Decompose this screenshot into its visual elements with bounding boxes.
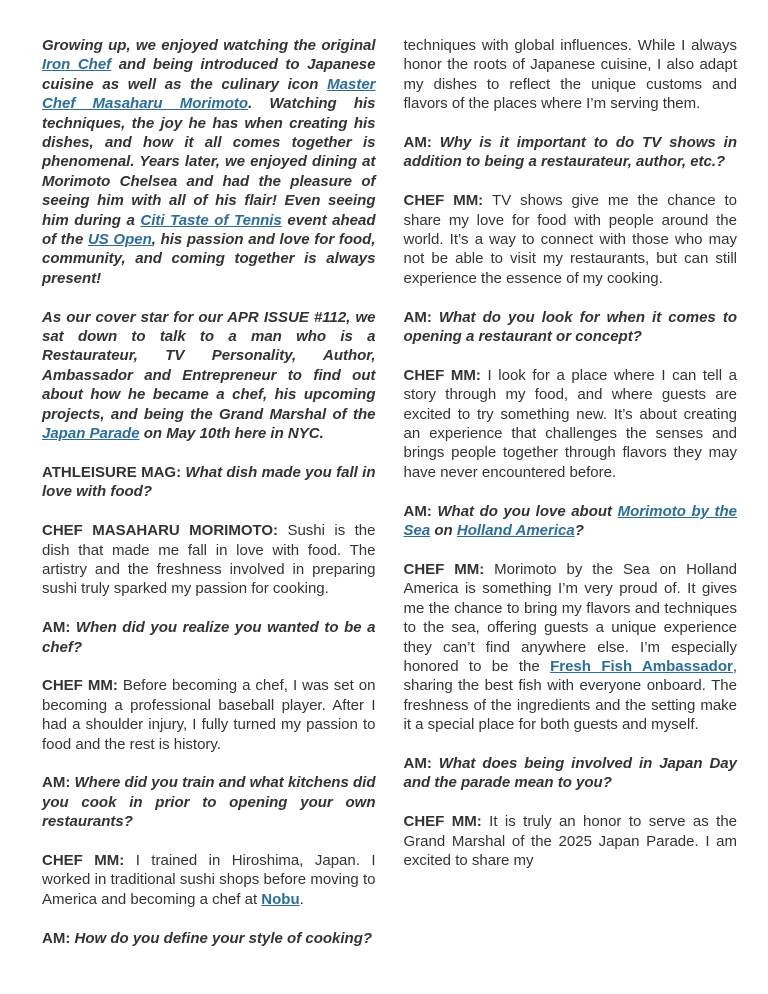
text-run: on xyxy=(430,522,457,540)
text-run: What do you love about xyxy=(437,502,618,520)
text-run: Why is it important to do TV shows in addition to being a restaurateur, author, etc.? xyxy=(403,134,737,171)
text-run: CHEF MM: xyxy=(42,851,136,869)
text-run: When did you realize you wanted to be a chef? xyxy=(42,619,376,656)
text-run: I trained in Hiroshima, Japan. I worked in traditional sushi shops before moving to America and becoming a chef at xyxy=(42,851,376,908)
column-left xyxy=(42,36,376,984)
text-run: AM: xyxy=(42,619,76,637)
text-run: CHEF MASAHARU MORIMOTO: xyxy=(42,522,288,540)
text-run: AM: xyxy=(42,929,75,947)
paragraph xyxy=(42,463,376,502)
paragraph xyxy=(404,191,738,288)
text-run: . Watching his techniques, the joy he has when creating his dishes, and how it all comes together is phenomenal. Years later, we enjoyed dining at Morimoto Chelsea and had the pleasure of seeing him with all of his flair! Even seeing him during a xyxy=(42,95,376,229)
paragraph xyxy=(404,36,738,114)
link[interactable]: Citi Taste of Tennis xyxy=(140,211,282,229)
text-run: . xyxy=(299,890,304,908)
text-run: How do you define your style of cooking? xyxy=(74,929,373,947)
text-run: AM: xyxy=(403,754,439,772)
link[interactable]: Holland America xyxy=(456,522,575,540)
paragraph xyxy=(42,618,376,657)
text-run: CHEF MM: xyxy=(403,192,493,210)
text-run: What does being involved in Japan Day and the parade mean to you? xyxy=(403,754,737,792)
text-run: CHEF MM: xyxy=(403,813,490,831)
link[interactable]: Iron Chef xyxy=(42,56,112,74)
paragraph xyxy=(42,308,376,444)
link[interactable]: Fresh Fish Ambassador xyxy=(550,657,733,675)
text-run: What do you look for when it comes to opening a restaurant or concept? xyxy=(403,308,737,346)
paragraph xyxy=(404,308,738,347)
paragraph xyxy=(42,36,376,288)
paragraph xyxy=(42,929,376,948)
text-run: techniques with global influences. While I always honor the roots of Japanese cuisine, I also adapt my dishes to reflect the unique customs and flavors of the places where I’m serving them. xyxy=(403,37,737,113)
paragraph xyxy=(404,560,738,735)
text-run: Morimoto by the Sea on Holland America is something I’m very proud of. It gives me the chance to bring my flavors and techniques to the sea, offering guests a unique experience they can’t find anywhere else. I’m especially honored to be the xyxy=(403,560,737,675)
text-run: CHEF MM: xyxy=(403,366,488,384)
link[interactable]: Morimoto by the Sea xyxy=(403,502,737,540)
text-run: CHEF MM: xyxy=(42,677,123,695)
link[interactable]: Nobu xyxy=(261,890,300,908)
paragraph xyxy=(42,521,376,599)
text-run: event ahead of the xyxy=(42,211,376,249)
text-run: It is truly an honor to serve as the Grand Marshal of the 2025 Japan Parade. I am excited to share my xyxy=(403,813,737,869)
paragraph xyxy=(404,502,738,541)
text-run: Where did you train and what kitchens did you cook in prior to opening your own restaurants? xyxy=(42,774,376,831)
text-run: Growing up, we enjoyed watching the original xyxy=(42,37,376,54)
text-run: CHEF MM: xyxy=(403,560,495,578)
text-run: , his passion and love for food, community, and coming together is always present! xyxy=(42,231,376,287)
text-run: I look for a place where I can tell a story through my food, and where guests are excited to try something new. It’s about creating an experience that challenges the senses and brings people together through flavors they may have never encountered before. xyxy=(403,366,737,481)
text-run: on May 10th here in NYC. xyxy=(139,425,324,443)
text-run: AM: xyxy=(42,774,75,792)
text-run: AM: xyxy=(403,308,439,326)
link[interactable]: Japan Parade xyxy=(42,425,140,443)
text-run: ATHLEISURE MAG: xyxy=(42,463,186,481)
text-run: and being introduced to Japanese cuisine as well as the culinary icon xyxy=(42,56,376,93)
text-run: What dish made you fall in love with food? xyxy=(42,463,376,501)
text-run: TV shows give me the chance to share my love for food with people around the world. It’s a way to connect with those who may not be able to visit my restaurants, but can still experience the essence of my cooking. xyxy=(403,192,737,287)
text-run: AM: xyxy=(403,502,438,520)
paragraph xyxy=(42,851,376,909)
text-run: AM: xyxy=(403,134,440,152)
paragraph xyxy=(404,133,738,172)
paragraph xyxy=(42,773,376,831)
paragraph xyxy=(404,812,738,870)
link[interactable]: Master Chef Masaharu Morimoto xyxy=(42,75,376,113)
text-run: , sharing the best fish with everyone onboard. The freshness of the ingredients and the setting make it a special place for both guests and myself. xyxy=(403,657,738,734)
text-run: As our cover star for our APR ISSUE #112, we sat down to talk to a man who is a Restaurateur, TV Personality, Author, Ambassador and Entrepreneur to find out about how he became a chef, his upcoming projects, and being the Grand Marshal of the xyxy=(42,308,376,423)
paragraph xyxy=(404,754,738,793)
text-run: Before becoming a chef, I was set on becoming a professional baseball player. After I had a shoulder injury, I fully turned my passion to food and the rest is history. xyxy=(42,677,376,753)
text-run: Sushi is the dish that made me fall in love with food. The artistry and the freshness involved in preparing sushi truly sparked my passion for cooking. xyxy=(42,522,376,598)
link[interactable]: US Open xyxy=(87,231,152,249)
column-right xyxy=(404,36,738,984)
paragraph xyxy=(42,676,376,754)
text-run: ? xyxy=(574,522,584,540)
paragraph xyxy=(404,366,738,482)
